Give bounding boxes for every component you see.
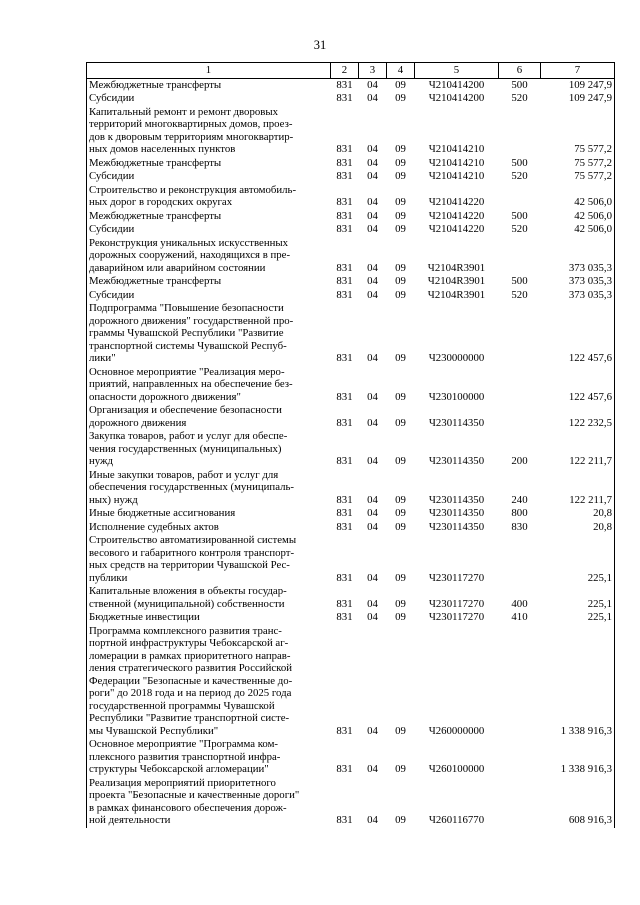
row-name <box>87 210 331 224</box>
ministry-code: 831 <box>336 571 353 584</box>
row-name-line: ственной (муниципальной) собственности <box>89 597 285 610</box>
row-name-line: Субсидии <box>89 288 135 301</box>
row-name <box>87 777 331 828</box>
row-name <box>87 366 331 405</box>
row-name-line: Реконструкция уникальных искусственных <box>89 236 289 249</box>
section-code: 04 <box>367 520 378 533</box>
target-article-code: Ч210414200 <box>428 92 485 104</box>
row-name <box>87 223 331 237</box>
row-name-line: Межбюджетные трансферты <box>89 156 222 169</box>
row-name-line: Бюджетные инвестиции <box>89 611 200 623</box>
target-article-code: Ч230100000 <box>428 390 485 403</box>
table-row <box>87 430 615 469</box>
row-name <box>87 289 331 303</box>
amount-value: 225,1 <box>541 534 615 585</box>
row-name <box>87 404 331 430</box>
table-row <box>87 469 615 508</box>
row-name-line: в рамках финансового обеспечения дорож- <box>89 801 287 814</box>
expense-type-code: 800 <box>511 507 528 519</box>
column-header: 6 <box>499 63 541 79</box>
amount-value: 42 506,0 <box>541 184 615 210</box>
expense-type-code: 400 <box>511 597 528 610</box>
amount-value: 1 338 916,3 <box>541 738 615 777</box>
column-header: 1 <box>87 63 331 79</box>
table-row <box>87 777 615 828</box>
row-name-line: Иные закупки товаров, работ и услуг для <box>89 468 279 481</box>
table-row <box>87 210 615 224</box>
expense-type-code: 830 <box>511 520 528 533</box>
row-name-line: весового и габаритного контроля транспорт- <box>89 546 295 559</box>
row-name <box>87 625 331 739</box>
subsection-code: 09 <box>395 92 406 104</box>
table-row <box>87 521 615 535</box>
expense-type-code <box>499 184 541 210</box>
ministry-code: 831 <box>336 390 353 403</box>
ministry-code: 831 <box>336 196 353 208</box>
ministry-code: 831 <box>336 416 353 429</box>
table-row <box>87 78 615 92</box>
amount-value: 75 577,2 <box>541 170 615 184</box>
amount-value: 122 457,6 <box>541 302 615 366</box>
expense-type-code: 410 <box>511 611 528 623</box>
subsection-code: 09 <box>395 143 406 155</box>
ministry-code: 831 <box>336 507 353 519</box>
amount-value: 75 577,2 <box>541 157 615 171</box>
row-name <box>87 275 331 289</box>
target-article-code: Ч260100000 <box>428 763 485 775</box>
expense-type-code <box>499 404 541 430</box>
row-name-line: дорожного движения" государственной про- <box>89 314 294 327</box>
subsection-code: 09 <box>395 763 406 775</box>
row-name-line: государственной программы Чувашской <box>89 699 275 712</box>
ministry-code: 831 <box>336 352 353 364</box>
row-name-line: дорожных сооружений, находящихся в пре- <box>89 249 291 261</box>
row-name <box>87 507 331 521</box>
section-code: 04 <box>367 156 378 169</box>
section-code: 04 <box>367 275 378 287</box>
column-header: 4 <box>387 63 415 79</box>
amount-value: 122 211,7 <box>541 469 615 508</box>
section-code: 04 <box>367 611 378 623</box>
row-name-line: Строительство и реконструкция автомобиль- <box>89 183 297 196</box>
ministry-code: 831 <box>336 156 353 169</box>
amount-value: 1 338 916,3 <box>541 625 615 739</box>
ministry-code: 831 <box>336 170 353 182</box>
table-row <box>87 302 615 366</box>
section-code: 04 <box>367 261 378 274</box>
row-name-line: Субсидии <box>89 170 135 182</box>
column-header: 5 <box>415 63 499 79</box>
row-name <box>87 585 331 611</box>
target-article-code: Ч260000000 <box>428 724 485 737</box>
row-name-line: Иные бюджетные ассигнования <box>89 507 236 519</box>
target-article-code: Ч230114350 <box>428 520 485 533</box>
table-row <box>87 92 615 106</box>
ministry-code: 831 <box>336 92 353 104</box>
table-row <box>87 366 615 405</box>
subsection-code: 09 <box>395 597 406 610</box>
row-name-line: Организация и обеспечение безопасности <box>89 404 282 416</box>
row-name-line: Капитальные вложения в объекты государ- <box>89 585 287 597</box>
subsection-code: 09 <box>395 78 406 91</box>
subsection-code: 09 <box>395 156 406 169</box>
row-name-line: Строительство автоматизированной системы <box>89 534 297 546</box>
row-name <box>87 611 331 625</box>
target-article-code: Ч2104R3901 <box>427 261 486 274</box>
amount-value: 122 232,5 <box>541 404 615 430</box>
section-code: 04 <box>367 288 378 301</box>
section-code: 04 <box>367 507 378 519</box>
table-row <box>87 170 615 184</box>
target-article-code: Ч2104R3901 <box>427 288 486 301</box>
table-row <box>87 738 615 777</box>
expense-type-code <box>499 738 541 777</box>
row-name-line: Основное мероприятие "Реализация меро- <box>89 365 285 378</box>
expense-type-code: 520 <box>511 92 528 104</box>
target-article-code: Ч210414220 <box>428 209 485 222</box>
amount-value: 225,1 <box>541 585 615 611</box>
target-article-code: Ч230117270 <box>428 611 485 623</box>
ministry-code: 831 <box>336 724 353 737</box>
section-code: 04 <box>367 597 378 610</box>
subsection-code: 09 <box>395 493 406 506</box>
row-name-line: ных) нужд <box>89 493 138 506</box>
row-name-line: чения государственных (муниципальных) <box>89 442 282 455</box>
ministry-code: 831 <box>336 493 353 506</box>
row-name-line: Программа комплексного развития транс- <box>89 624 282 637</box>
section-code: 04 <box>367 416 378 429</box>
row-name-line: Республики "Развитие транспортной систе- <box>89 712 290 724</box>
row-name-line: Межбюджетные трансферты <box>89 78 222 91</box>
row-name-line: ломерации в рамках приоритетного направ- <box>89 649 291 662</box>
row-name-line: Капитальный ремонт и ремонт дворовых <box>89 105 278 118</box>
amount-value: 122 457,6 <box>541 366 615 405</box>
section-code: 04 <box>367 196 378 208</box>
row-name-line: даварийном или аварийном состоянии <box>89 261 266 274</box>
row-name-line: территорий многоквартирных домов, проез- <box>89 118 293 130</box>
subsection-code: 09 <box>395 611 406 623</box>
section-code: 04 <box>367 223 378 235</box>
amount-value: 75 577,2 <box>541 106 615 157</box>
section-code: 04 <box>367 170 378 182</box>
row-name-line: Подпрограмма "Повышение безопасности <box>89 302 284 314</box>
section-code: 04 <box>367 143 378 155</box>
expense-type-code <box>499 777 541 828</box>
ministry-code: 831 <box>336 275 353 287</box>
expense-type-code: 520 <box>511 223 528 235</box>
ministry-code: 831 <box>336 143 353 155</box>
table-row <box>87 106 615 157</box>
row-name <box>87 78 331 92</box>
table-row <box>87 404 615 430</box>
row-name <box>87 534 331 585</box>
row-name-line: дорожного движения <box>89 416 187 429</box>
ministry-code: 831 <box>336 455 353 467</box>
row-name <box>87 738 331 777</box>
row-name-line: роги" до 2018 года и на период до 2025 года <box>89 687 292 699</box>
row-name-line: обеспечения государственных (муниципаль- <box>89 481 294 493</box>
expense-type-code: 200 <box>511 455 528 467</box>
amount-value: 42 506,0 <box>541 223 615 237</box>
row-name-line: дов к дворовым территориям многоквартир- <box>89 130 294 143</box>
ministry-code: 831 <box>336 814 353 826</box>
row-name-line: Субсидии <box>89 223 135 235</box>
subsection-code: 09 <box>395 223 406 235</box>
amount-value: 20,8 <box>541 507 615 521</box>
target-article-code: Ч230000000 <box>428 352 485 364</box>
table-row <box>87 157 615 171</box>
section-code: 04 <box>367 724 378 737</box>
row-name <box>87 170 331 184</box>
ministry-code: 831 <box>336 261 353 274</box>
row-name <box>87 521 331 535</box>
amount-value: 373 035,3 <box>541 237 615 276</box>
target-article-code: Ч230114350 <box>428 493 485 506</box>
expense-type-code <box>499 366 541 405</box>
expense-type-code: 520 <box>511 170 528 182</box>
expense-type-code: 520 <box>511 288 528 301</box>
row-name-line: нужд <box>89 455 113 467</box>
target-article-code: Ч260116770 <box>428 814 485 826</box>
subsection-code: 09 <box>395 455 406 467</box>
table-row <box>87 275 615 289</box>
column-header: 3 <box>359 63 387 79</box>
expense-type-code: 500 <box>511 78 528 91</box>
row-name-line: ных средств на территории Чувашской Рес- <box>89 559 290 571</box>
row-name-line: Федерации "Безопасные и качественные до- <box>89 674 293 687</box>
amount-value: 225,1 <box>541 611 615 625</box>
amount-value: 608 916,3 <box>541 777 615 828</box>
row-name-line: Межбюджетные трансферты <box>89 209 222 222</box>
target-article-code: Ч2104R3901 <box>427 275 486 287</box>
row-name-line: лики" <box>89 352 116 364</box>
section-code: 04 <box>367 493 378 506</box>
target-article-code: Ч210414200 <box>428 78 485 91</box>
subsection-code: 09 <box>395 520 406 533</box>
row-name-line: опасности дорожного движения" <box>89 390 241 403</box>
row-name <box>87 184 331 210</box>
target-article-code: Ч210414220 <box>428 196 485 208</box>
row-name <box>87 430 331 469</box>
target-article-code: Ч210414210 <box>428 143 485 155</box>
section-code: 04 <box>367 78 378 91</box>
table-row <box>87 585 615 611</box>
subsection-code: 09 <box>395 724 406 737</box>
row-name-line: портной инфраструктуры Чебоксарской аг- <box>89 637 289 649</box>
subsection-code: 09 <box>395 390 406 403</box>
expense-type-code: 500 <box>511 275 528 287</box>
target-article-code: Ч230117270 <box>428 597 485 610</box>
target-article-code: Ч210414210 <box>428 170 485 182</box>
table-row <box>87 223 615 237</box>
row-name <box>87 237 331 276</box>
amount-value: 373 035,3 <box>541 289 615 303</box>
target-article-code: Ч230117270 <box>428 571 485 584</box>
subsection-code: 09 <box>395 416 406 429</box>
row-name <box>87 157 331 171</box>
budget-table <box>86 62 615 828</box>
subsection-code: 09 <box>395 288 406 301</box>
section-code: 04 <box>367 763 378 775</box>
target-article-code: Ч230114350 <box>428 416 485 429</box>
row-name <box>87 106 331 157</box>
table-row <box>87 625 615 739</box>
ministry-code: 831 <box>336 763 353 775</box>
section-code: 04 <box>367 571 378 584</box>
table-row <box>87 289 615 303</box>
table-header-row <box>87 63 615 79</box>
section-code: 04 <box>367 455 378 467</box>
row-name <box>87 302 331 366</box>
table-row <box>87 611 615 625</box>
row-name <box>87 469 331 508</box>
row-name-line: приятий, направленных на обеспечение без- <box>89 378 293 390</box>
row-name-line: Основное мероприятие "Программа ком- <box>89 738 279 750</box>
section-code: 04 <box>367 209 378 222</box>
subsection-code: 09 <box>395 209 406 222</box>
section-code: 04 <box>367 352 378 364</box>
row-name-line: Закупка товаров, работ и услуг для обеспе- <box>89 430 288 442</box>
row-name-line: Субсидии <box>89 92 135 104</box>
table-row <box>87 237 615 276</box>
amount-value: 42 506,0 <box>541 210 615 224</box>
row-name-line: проекта "Безопасные и качественные дороги" <box>89 789 300 801</box>
table-body <box>87 78 615 828</box>
target-article-code: Ч210414220 <box>428 223 485 235</box>
row-name-line: ных дорог в городских округах <box>89 196 233 208</box>
expense-type-code: 240 <box>511 493 528 506</box>
table-row <box>87 507 615 521</box>
row-name-line: граммы Чувашской Республики "Развитие <box>89 327 284 339</box>
ministry-code: 831 <box>336 597 353 610</box>
subsection-code: 09 <box>395 571 406 584</box>
row-name-line: ной деятельности <box>89 814 171 826</box>
expense-type-code: 500 <box>511 156 528 169</box>
ministry-code: 831 <box>336 78 353 91</box>
section-code: 04 <box>367 92 378 104</box>
table-row <box>87 184 615 210</box>
ministry-code: 831 <box>336 611 353 623</box>
expense-type-code: 500 <box>511 209 528 222</box>
row-name <box>87 92 331 106</box>
ministry-code: 831 <box>336 223 353 235</box>
subsection-code: 09 <box>395 352 406 364</box>
row-name-line: ных домов населенных пунктов <box>89 143 236 155</box>
row-name-line: плексного развития транспортной инфра- <box>89 750 281 763</box>
target-article-code: Ч210414210 <box>428 156 485 169</box>
amount-value: 122 211,7 <box>541 430 615 469</box>
amount-value: 109 247,9 <box>541 92 615 106</box>
row-name-line: транспортной системы Чувашской Респуб- <box>89 339 287 352</box>
column-header: 2 <box>331 63 359 79</box>
row-name-line: Межбюджетные трансферты <box>89 275 222 287</box>
row-name-line: публики <box>89 571 128 584</box>
expense-type-code <box>499 302 541 366</box>
amount-value: 373 035,3 <box>541 275 615 289</box>
page-number: 31 <box>313 38 327 52</box>
table-row <box>87 534 615 585</box>
expense-type-code <box>499 534 541 585</box>
subsection-code: 09 <box>395 170 406 182</box>
row-name-line: мы Чувашской Республики" <box>89 724 219 737</box>
subsection-code: 09 <box>395 507 406 519</box>
expense-type-code <box>499 237 541 276</box>
ministry-code: 831 <box>336 520 353 533</box>
ministry-code: 831 <box>336 209 353 222</box>
amount-value: 20,8 <box>541 521 615 535</box>
ministry-code: 831 <box>336 288 353 301</box>
column-header: 7 <box>541 63 615 79</box>
target-article-code: Ч230114350 <box>428 455 485 467</box>
subsection-code: 09 <box>395 196 406 208</box>
section-code: 04 <box>367 390 378 403</box>
expense-type-code <box>499 106 541 157</box>
subsection-code: 09 <box>395 275 406 287</box>
row-name-line: структуры Чебоксарской агломерации" <box>89 763 269 775</box>
row-name-line: Реализация мероприятий приоритетного <box>89 776 276 789</box>
section-code: 04 <box>367 814 378 826</box>
subsection-code: 09 <box>395 261 406 274</box>
target-article-code: Ч230114350 <box>428 507 485 519</box>
expense-type-code <box>499 625 541 739</box>
amount-value: 109 247,9 <box>541 78 615 92</box>
row-name-line: ления стратегического развития Российской <box>89 662 293 674</box>
subsection-code: 09 <box>395 814 406 826</box>
row-name-line: Исполнение судебных актов <box>89 520 219 533</box>
